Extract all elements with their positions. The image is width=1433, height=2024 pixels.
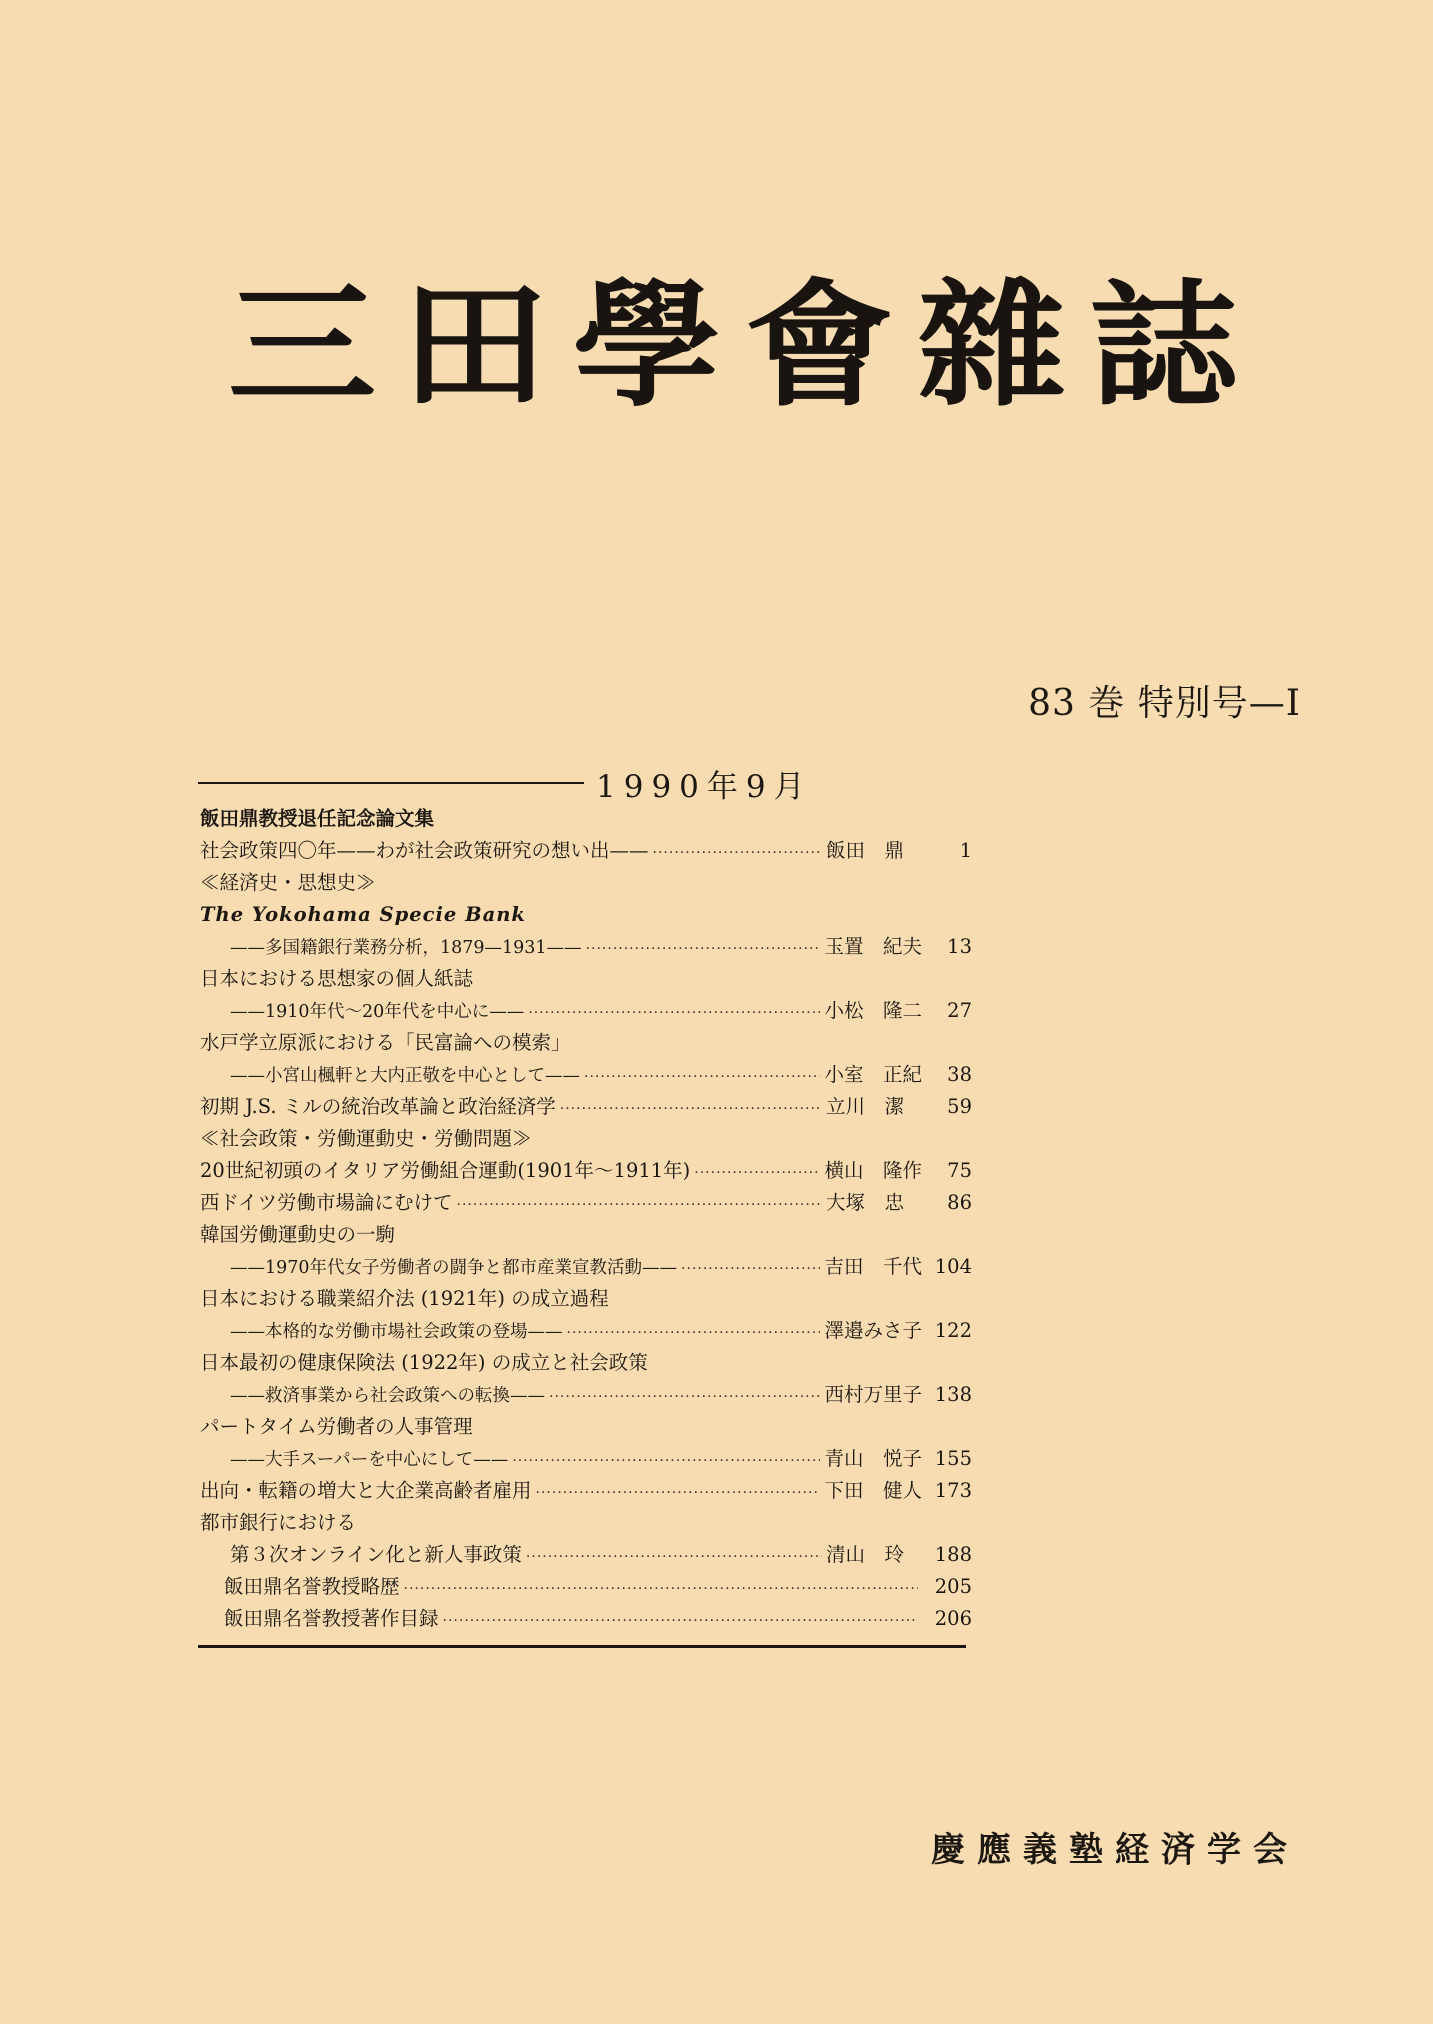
toc-entry <box>200 1123 972 1155</box>
toc-leader-dots <box>694 1157 820 1189</box>
toc-entry-author: 吉田 千代 <box>824 1255 922 1278</box>
toc-entry-title: 日本における職業紹介法 (1921年) の成立過程 <box>200 1287 609 1310</box>
toc-entry-title: 韓国労働運動史の一駒 <box>200 1223 396 1246</box>
toc-entry-title: パートタイム労働者の人事管理 <box>200 1415 473 1438</box>
toc-entry-author: 立川 潔 <box>826 1095 905 1118</box>
toc-entry <box>200 963 972 995</box>
toc-entry <box>200 1347 972 1379</box>
toc-entry-title: 20世紀初頭のイタリア労働組合運動(1901年〜1911年) <box>200 1159 691 1182</box>
toc-entry <box>200 1091 972 1123</box>
toc-entry <box>200 1443 972 1475</box>
toc-entry-page: 38 <box>947 1063 972 1086</box>
toc-heading-text: 飯田鼎教授退任記念論文集 <box>200 807 435 830</box>
toc-entry-page: 59 <box>947 1095 972 1118</box>
toc-entry-title: ——1970年代女子労働者の闘争と都市産業宣教活動—— <box>230 1258 678 1278</box>
volume-number: 83 巻 特別号—I <box>1028 683 1301 724</box>
toc-entry-page: 206 <box>934 1607 972 1630</box>
toc-leader-dots <box>528 997 820 1029</box>
toc-entry-title: 社会政策四〇年——わが社会政策研究の想い出—— <box>200 839 649 862</box>
toc-entry <box>200 899 972 931</box>
toc-entry-page: 205 <box>934 1575 972 1598</box>
toc-entry-title: 初期 J.S. ミルの統治改革論と政治経済学 <box>200 1095 556 1118</box>
toc-entry <box>200 1475 972 1507</box>
toc-entry-author: 小室 正紀 <box>824 1063 922 1086</box>
toc-entry-title: ——多国籍銀行業務分析，1879—1931—— <box>230 938 582 958</box>
toc-entry <box>200 1219 972 1251</box>
toc-entry-author: 青山 悦子 <box>824 1447 922 1470</box>
toc-entry-author: 大塚 忠 <box>826 1191 905 1214</box>
toc-entry-title: 第３次オンライン化と新人事政策 <box>230 1543 522 1566</box>
title-char: 學 <box>572 264 721 426</box>
toc-leader-dots <box>586 933 821 965</box>
toc-entry <box>200 1539 972 1571</box>
title-char: 會 <box>745 264 894 426</box>
toc-entry-page: 75 <box>947 1159 972 1182</box>
title-char: 田 <box>400 264 549 426</box>
toc-entry-title: 飯田鼎名誉教授略歴 <box>224 1575 400 1598</box>
toc-entry-title: ≪経済史・思想史≫ <box>200 871 376 894</box>
issue-date-line <box>198 760 838 806</box>
table-of-contents <box>200 803 972 1635</box>
toc-entry <box>200 1379 972 1411</box>
toc-leader-dots <box>526 1541 822 1573</box>
toc-entry-title: 水戸学立原派における「民富論への模索」 <box>200 1031 571 1054</box>
toc-heading <box>200 803 972 835</box>
toc-leader-dots <box>653 837 822 869</box>
toc-entry-title: 出向・転籍の増大と大企業高齢者雇用 <box>200 1479 532 1502</box>
toc-entry-title: ≪社会政策・労働運動史・労働問題≫ <box>200 1127 532 1150</box>
toc-entry-title: ——救済事業から社会政策への転換—— <box>230 1386 545 1406</box>
toc-leader-dots <box>681 1253 820 1285</box>
toc-leader-dots <box>560 1093 822 1125</box>
toc-entry-title: 日本最初の健康保険法 (1922年) の成立と社会政策 <box>200 1351 648 1374</box>
toc-entry <box>200 1027 972 1059</box>
toc-entry <box>200 1315 972 1347</box>
toc-leader-dots <box>567 1317 821 1349</box>
toc-entry <box>200 1283 972 1315</box>
toc-entry <box>200 995 972 1027</box>
title-char: 雜 <box>917 264 1066 426</box>
issue-date: 1990年9月 <box>596 768 813 805</box>
toc-entry-title: ——1910年代〜20年代を中心に—— <box>230 1002 525 1022</box>
toc-leader-dots <box>536 1477 821 1509</box>
toc-entry-page: 155 <box>934 1447 972 1470</box>
toc-entry <box>200 1411 972 1443</box>
toc-entry-author: 清山 玲 <box>826 1543 905 1566</box>
toc-entry-author: 飯田 鼎 <box>826 839 905 862</box>
toc-entry <box>200 1571 972 1603</box>
toc-leader-dots <box>457 1189 822 1221</box>
toc-entry-page: 27 <box>947 999 972 1022</box>
toc-entry-title: ——小宮山楓軒と大内正敬を中心として—— <box>230 1066 580 1086</box>
toc-bottom-rule <box>198 1645 966 1648</box>
toc-entry-title: 西ドイツ労働市場論にむけて <box>200 1191 453 1214</box>
toc-leader-dots <box>584 1061 820 1093</box>
toc-entry <box>200 867 972 899</box>
toc-entry-page: 173 <box>934 1479 972 1502</box>
toc-entry-title: 都市銀行における <box>200 1511 357 1534</box>
toc-entry-author: 下田 健人 <box>824 1479 922 1502</box>
toc-leader-dots <box>443 1605 918 1637</box>
toc-leader-dots <box>512 1445 820 1477</box>
toc-entries <box>200 835 972 1635</box>
toc-entry <box>200 1603 972 1635</box>
toc-entry <box>200 835 972 867</box>
toc-entry-title: The Yokohama Specie Bank <box>200 903 526 926</box>
toc-entry-author: 小松 隆二 <box>824 999 922 1022</box>
toc-entry-title: ——本格的な労働市場社会政策の登場—— <box>230 1322 563 1342</box>
toc-entry-page: 86 <box>947 1191 972 1214</box>
toc-entry <box>200 1155 972 1187</box>
toc-leader-dots <box>549 1381 820 1413</box>
toc-entry-page: 1 <box>959 839 972 862</box>
journal-title <box>228 240 1238 450</box>
toc-entry <box>200 931 972 963</box>
toc-entry-author: 澤邉みさ子 <box>824 1319 922 1342</box>
toc-entry-page: 188 <box>934 1543 972 1566</box>
publisher-name: 慶應義塾経済学会 <box>931 1830 1299 1870</box>
toc-entry-author: 玉置 紀夫 <box>824 935 922 958</box>
title-char: 誌 <box>1089 264 1238 426</box>
toc-entry-author: 西村万里子 <box>824 1383 922 1406</box>
toc-leader-dots <box>404 1573 918 1605</box>
toc-entry-title: 日本における思想家の個人紙誌 <box>200 967 474 990</box>
toc-entry <box>200 1251 972 1283</box>
toc-entry-page: 104 <box>934 1255 972 1278</box>
toc-entry-author: 横山 隆作 <box>824 1159 922 1182</box>
toc-entry-page: 138 <box>934 1383 972 1406</box>
toc-entry <box>200 1507 972 1539</box>
toc-entry <box>200 1059 972 1091</box>
date-rule <box>198 782 584 784</box>
toc-entry-title: 飯田鼎名誉教授著作目録 <box>224 1607 439 1630</box>
toc-entry <box>200 1187 972 1219</box>
toc-entry-page: 122 <box>934 1319 972 1342</box>
title-char: 三 <box>228 264 376 426</box>
toc-entry-title: ——大手スーパーを中心にして—— <box>230 1450 509 1470</box>
toc-entry-page: 13 <box>947 935 972 958</box>
